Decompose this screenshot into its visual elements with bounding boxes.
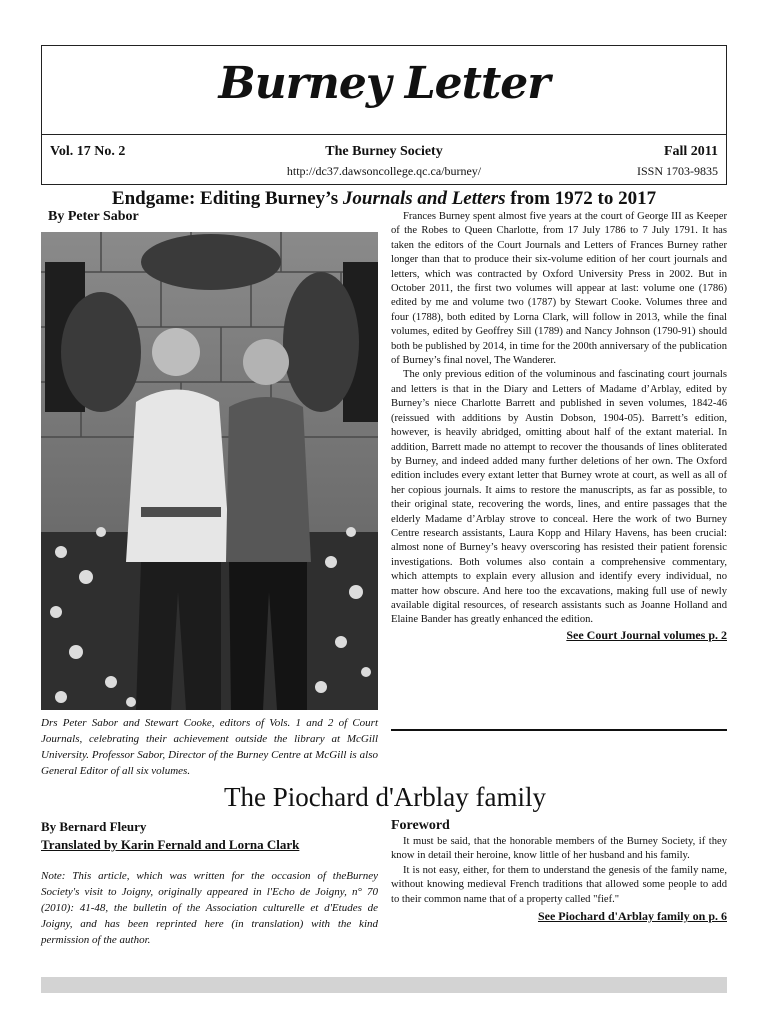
photo-caption: Drs Peter Sabor and Stewart Cooke, editors of Vols. 1 and 2 of Court Journals, celebrating their achievement outside the library at McGill University. Professor Sabor, Director of the Burney Centre at McGill is also General Editor of all six volumes. (41, 717, 378, 777)
photo-illustration (41, 232, 378, 710)
headline-part-2: from 1972 to 2017 (505, 188, 657, 209)
headline-italic-title: Journals and Letters (342, 188, 506, 209)
continued-link-2[interactable]: See Piochard d'Arblay family on p. 6 (537, 909, 727, 924)
article2-bylines (41, 818, 378, 854)
article2-translators: Translated by Karin Fernald and Lorna Clark (41, 837, 300, 852)
editor-note: Note: This article, which was written for the occasion of theBurney Society's visit to Joigny, originally appeared in l'Echo de Joigny, n° 70 (2010): 41-48, the bulletin of the Association culturelle et d'Etudes de Joigny, and has been reprinted here (in translation) with the kind permission of the author. (41, 870, 378, 946)
foreword-paragraph-1: It must be said, that the honorable members of the Burney Society, if they know in detail their heroine, know little of her husband and his family. (391, 836, 727, 862)
article-title: The Piochard d'Arblay family (223, 782, 547, 812)
masthead-divider (42, 134, 726, 135)
volume-number: Vol. 17 No. 2 (50, 144, 126, 159)
society-name: The Burney Society (325, 144, 443, 159)
society-url[interactable]: http://dc37.dawsoncollege.qc.ca/burney/ (286, 164, 482, 178)
masthead (41, 45, 727, 185)
column-rule (391, 729, 727, 731)
foreword-paragraph-2: It is not easy, either, for them to understand the genesis of the family name, without knowing medieval French traditions that allowed some people to add to their common name that of a property called "fief." (391, 864, 727, 905)
article-body-column (391, 210, 727, 642)
article-byline: By Peter Sabor (48, 209, 139, 224)
editors-photo (41, 232, 378, 710)
article-paragraph-1: Frances Burney spent almost five years at the court of George III as Keeper of the Robes to Queen Charlotte, from 17 July 1786 to 7 July 1791. It has taken the editors of the Court Journals and Letters of Frances Burney rather longer than that to produce their six-volume edition of her court journals and letters, which was contracted by Oxford University Press in 2002. But in October 2011, the first two volumes will appear at last: volume one (1786) edited by me and volume two (1787) by Stewart Cooke. Volumes three and four (1788), both edited by Lorna Clark, will follow in 2013, while the final volumes, edited by Geoffrey Sill (1789) and Nancy Johnson (1790-91) should both be published by 2014, in time for the 200th anniversary of the publication of Burney’s final novel, The Wanderer. (391, 211, 727, 367)
article2-byline: By Bernard Fleury (41, 819, 147, 834)
footer-bar (41, 977, 727, 993)
foreword-heading: Foreword (391, 818, 450, 833)
article-headline (41, 188, 727, 210)
article-paragraph-2: The only previous edition of the voluminous and fascinating court journals and letters is that in the Diary and Letters of Madame d’Arblay, edited by Burney’s niece Charlotte Barrett and published in seven volumes, 1842-46 (reissued with additions by Austin Dobson, 1904-05). Barrett’s edition, however, is heavily abridged, omitting about half of the extant material. In addition, Barrett made no attempt to recover the thousands of lines obliterated by Burney, and indeed added many further deletions of her own. The Oxford edition includes every extant letter that Burney wrote at court, as well as all of her copious journals. It aims to restore the manuscripts, as far as possible, to their original state, recovering the words, lines, and entire passages that the elderly Madame d’Arblay strove to conceal. Here the work of two Burney Centre research assistants, Laura Kopp and Hilary Havens, has been crucial: almost none of Burney’s heavy overscoring has resisted their patient forensic investigations. Both volumes also contain a comprehensive commentary, which attempts to explain every allusion and identify every individual, no matter how obscure. And here too the excavations, making full use of newly available digital resources, of research assistants such as Joanne Holland and Elaine Bander has greatly enhanced the edition. (391, 369, 727, 626)
issn-number: ISSN 1703-9835 (636, 164, 718, 178)
continued-link[interactable]: See Court Journal volumes p. 2 (566, 627, 727, 642)
headline-part-1: Endgame: Editing Burney’s (111, 188, 343, 209)
foreword-body (391, 835, 727, 923)
issue-season: Fall 2011 (663, 144, 718, 159)
newsletter-logo: Burney Letter (218, 58, 550, 109)
